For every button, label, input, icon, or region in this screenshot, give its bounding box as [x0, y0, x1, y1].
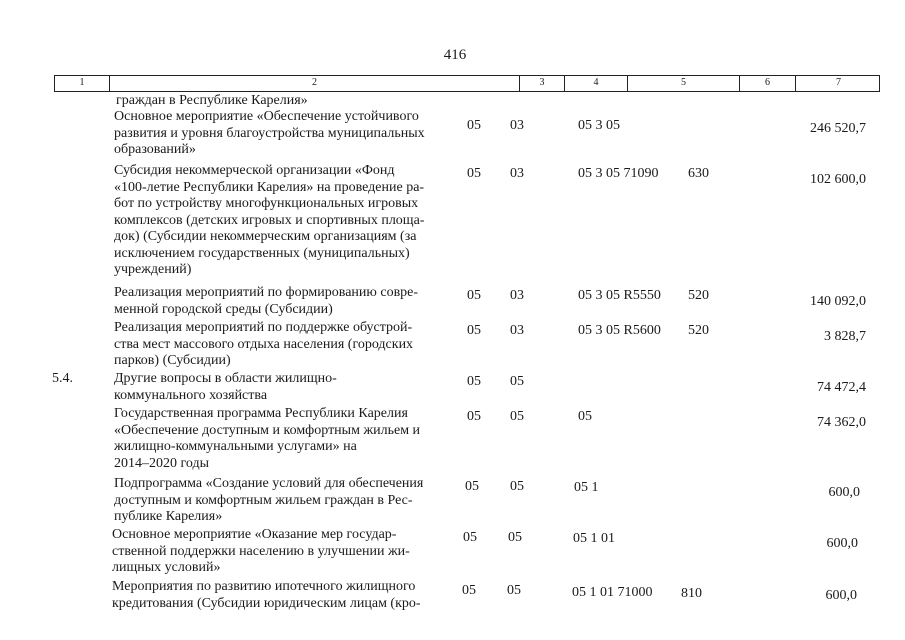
- row-subsection: 03: [510, 288, 524, 303]
- row-section: 05: [462, 583, 476, 598]
- header-col-1: 1: [55, 76, 110, 91]
- row-section: 05: [467, 288, 481, 303]
- row-amount: 74 362,0: [817, 415, 866, 430]
- row-subsection: 05: [510, 409, 524, 424]
- header-col-3: 3: [520, 76, 565, 91]
- row-amount: 74 472,4: [817, 380, 866, 395]
- row-expense-type: 810: [681, 586, 702, 601]
- row-subsection: 05: [510, 479, 524, 494]
- row-target-code: 05 1: [574, 480, 599, 495]
- row-number: 5.4.: [52, 371, 73, 386]
- row-amount: 3 828,7: [824, 329, 866, 344]
- row-name: Мероприятия по развитию ипотечного жилищного кредитования (Субсидии юридическим лицам (кро-: [112, 579, 421, 611]
- row-target-code: 05 3 05 71090: [578, 166, 659, 181]
- row-subsection: 03: [510, 118, 524, 133]
- row-section: 05: [463, 530, 477, 545]
- row-name: Основное мероприятие «Обеспечение устойчивого развития и уровня благоустройства муниципальных образований»: [114, 109, 425, 157]
- row-section: 05: [467, 374, 481, 389]
- table-header: [54, 75, 880, 92]
- row-section: 05: [467, 118, 481, 133]
- row-section: 05: [465, 479, 479, 494]
- row-target-code: 05 3 05 R5550: [578, 288, 661, 303]
- page-number: 416: [443, 47, 467, 63]
- row-amount: 102 600,0: [810, 172, 866, 187]
- row-subsection: 05: [507, 583, 521, 598]
- row-target-code: 05: [578, 409, 592, 424]
- row-amount: 140 092,0: [810, 294, 866, 309]
- row-target-code: 05 3 05 R5600: [578, 323, 661, 338]
- row-subsection: 03: [510, 323, 524, 338]
- row-name: Основное мероприятие «Оказание мер государ- ственной поддержки населению в улучшении жи- лищных условий»: [112, 527, 410, 575]
- row-target-code: 05 1 01: [573, 531, 615, 546]
- row-target-code: 05 1 01 71000: [572, 585, 653, 600]
- header-col-5: 5: [628, 76, 740, 91]
- row-name: Другие вопросы в области жилищно- коммунального хозяйства: [114, 371, 337, 403]
- row-amount: 600,0: [828, 485, 860, 500]
- row-subsection: 05: [510, 374, 524, 389]
- row-name: Реализация мероприятий по поддержке обустрой- ства мест массового отдыха населения (городских парков) (Субсидии): [114, 320, 414, 368]
- row-expense-type: 630: [688, 166, 709, 181]
- row-amount: 600,0: [826, 536, 858, 551]
- header-col-2: 2: [110, 76, 520, 91]
- row-expense-type: 520: [688, 288, 709, 303]
- row-subsection: 03: [510, 166, 524, 181]
- row-target-code: 05 3 05: [578, 118, 620, 133]
- row-name: Реализация мероприятий по формированию совре- менной городской среды (Субсидии): [114, 285, 419, 317]
- row-name: Субсидия некоммерческой организации «Фонд «100-летие Республики Карелия» на проведение ра- бот по устройству многофункциональных игровых комплексов (детских игровых и спортивных площа- док) (Субсидии некоммерческим организациям (за исключением государственных (муниципальных) учреждений): [114, 163, 425, 277]
- row-section: 05: [467, 323, 481, 338]
- header-col-4: 4: [565, 76, 628, 91]
- row-section: 05: [467, 166, 481, 181]
- row-name: Подпрограмма «Создание условий для обеспечения доступным и комфортным жильем граждан в Рес- публике Карелия»: [114, 476, 424, 524]
- header-col-6: 6: [740, 76, 796, 91]
- row-amount: 246 520,7: [810, 121, 866, 136]
- row-name: Государственная программа Республики Карелия «Обеспечение доступным и комфортным жильем и жилищно-коммунальными услугами» на 2014–2020 годы: [114, 406, 421, 471]
- header-col-7: 7: [836, 77, 841, 88]
- row-name: граждан в Республике Карелия»: [116, 93, 308, 108]
- row-subsection: 05: [508, 530, 522, 545]
- row-amount: 600,0: [825, 588, 857, 603]
- row-section: 05: [467, 409, 481, 424]
- row-expense-type: 520: [688, 323, 709, 338]
